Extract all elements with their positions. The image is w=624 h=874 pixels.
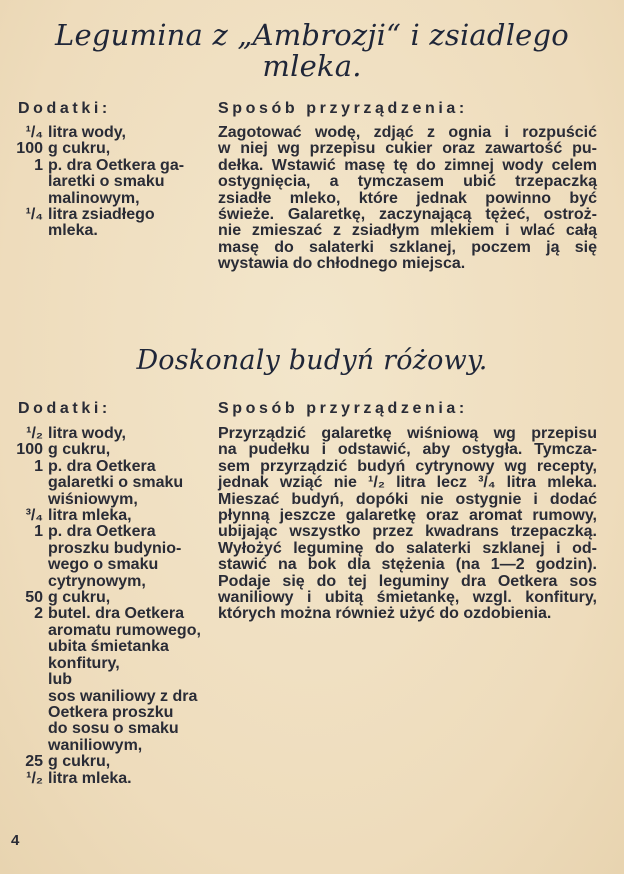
recipe-1-method-heading: Sposób przyrządzenia: (218, 100, 468, 117)
ingredient-quantity (6, 705, 48, 721)
method-line: stawić na bok dla stężenia (na 1—2 godzin). (218, 556, 597, 574)
ingredient-text: wiśniowym, (48, 490, 138, 508)
ingredient-row (6, 557, 216, 573)
ingredient-quantity (6, 689, 48, 705)
method-line: jednak wziąć nie ¹/₂ litra lecz ³/₄ litra mleka. (218, 474, 597, 492)
ingredient-quantity: ¹/₂ (26, 769, 43, 787)
ingredient-row (6, 174, 206, 190)
ingredient-row (6, 223, 206, 239)
ingredient-row (6, 191, 206, 207)
ingredient-row (6, 672, 216, 688)
ingredient-quantity (6, 672, 48, 688)
recipe-2-method (218, 426, 597, 623)
ingredient-row (6, 541, 216, 557)
method-line: Wyłożyć leguminę do salaterki szklanej i od- (218, 539, 597, 557)
ingredient-row (6, 639, 216, 655)
ingredient-quantity: 100 (16, 441, 43, 459)
method-line: waniliowy i ubitą śmietankę, wzgl. konfitury, (218, 589, 597, 607)
recipe-2-method-heading: Sposób przyrządzenia: (218, 400, 468, 417)
ingredient-text: litra mleka, (48, 507, 132, 525)
ingredient-row (6, 705, 216, 721)
ingredient-quantity: ¹/₄ (25, 124, 43, 141)
ingredient-text: litra mleka. (48, 769, 132, 787)
ingredient-text: sos waniliowy z dra (48, 687, 198, 705)
ingredient-quantity (6, 223, 48, 239)
ingredient-text: cytrynowym, (48, 572, 146, 590)
ingredient-quantity (6, 541, 48, 557)
ingredient-text: p. dra Oetkera (48, 457, 156, 475)
ingredient-quantity (6, 623, 48, 639)
ingredient-row (6, 771, 216, 787)
ingredient-row (6, 426, 216, 442)
ingredient-quantity (6, 738, 48, 754)
method-line: świeże. Galaretkę, zaczynającą tężeć, ostroż- (218, 206, 597, 224)
ingredient-text: lub (48, 671, 72, 689)
ingredient-text: p. dra Oetkera (48, 523, 156, 541)
ingredient-text: p. dra Oetkera ga- (48, 156, 185, 174)
method-line: Podaje się do tej leguminy dra Oetkera sos (218, 572, 597, 590)
method-line: których można również użyć do ozdobienia. (218, 605, 552, 623)
ingredient-row (6, 141, 206, 157)
method-line: Przyrządzić galaretkę wiśniową wg przepisu (218, 425, 597, 442)
ingredient-quantity: ³/₄ (25, 507, 43, 525)
ingredient-quantity (6, 639, 48, 655)
ingredient-text: aromatu rumowego, (48, 621, 201, 639)
ingredient-quantity: 50 (25, 589, 43, 607)
method-line: masę do salaterki szklanej, poczem ją się (218, 238, 597, 256)
ingredient-text: proszku budynio- (48, 539, 182, 557)
ingredient-row (6, 207, 206, 223)
ingredient-text: do sosu o smaku (48, 720, 179, 738)
method-line: płynną jeszcze galaretkę oraz aromat rumowy, (218, 507, 597, 525)
ingredient-row (6, 524, 216, 540)
recipe-1-title (0, 20, 624, 82)
ingredient-text: g cukru, (48, 753, 111, 771)
ingredient-text: galaretki o smaku (48, 474, 184, 492)
ingredient-row (6, 125, 206, 141)
ingredient-text: waniliowym, (48, 736, 143, 754)
recipe-1-ingredients (6, 125, 206, 240)
ingredient-row (6, 656, 216, 672)
method-line: Mieszać budyń, dopóki nie ostygnie i dodać (218, 490, 597, 508)
ingredient-row (6, 475, 216, 491)
method-line: nie zmieszać z zsiadłym mlekiem i wlać całą (218, 222, 597, 240)
recipe-1-title-line2: mleka. (262, 49, 362, 83)
ingredient-text: g cukru, (48, 140, 111, 158)
recipe-2-ingredients (6, 426, 216, 787)
ingredient-quantity: 1 (34, 457, 43, 475)
ingredient-row (6, 508, 216, 524)
ingredient-text: konfitury, (48, 654, 120, 672)
ingredient-quantity (6, 475, 48, 491)
ingredient-row (6, 158, 206, 174)
ingredient-quantity (6, 721, 48, 737)
ingredient-text: Oetkera proszku (48, 703, 174, 721)
ingredient-quantity: 1 (34, 523, 43, 541)
ingredient-quantity (6, 574, 48, 590)
ingredient-row (6, 492, 216, 508)
ingredient-row (6, 459, 216, 475)
ingredient-quantity: 1 (34, 156, 43, 174)
method-line: dełka. Wstawić masę tę do zimnej wody celem (218, 156, 597, 174)
ingredient-row (6, 721, 216, 737)
method-line: wystawia do chłodnego miejsca. (218, 255, 466, 273)
ingredient-row (6, 754, 216, 770)
ingredient-quantity: 25 (25, 753, 43, 771)
method-line: Zagotować wodę, zdjąć z ognia i rozpuścić (218, 124, 597, 141)
recipe-1-method (218, 125, 597, 273)
recipe-2-title: Doskonaly budyń różowy. (136, 345, 488, 376)
ingredient-text: butel. dra Oetkera (48, 605, 185, 623)
ingredient-quantity (6, 174, 48, 190)
ingredient-quantity: 100 (16, 140, 43, 158)
ingredient-row (6, 606, 216, 622)
ingredient-text: litra wody, (48, 425, 126, 442)
ingredient-quantity: 2 (34, 605, 43, 623)
ingredient-text: g cukru, (48, 589, 111, 607)
ingredient-text: wego o smaku (48, 556, 159, 574)
page-number: 4 (11, 832, 20, 849)
ingredient-row (6, 590, 216, 606)
method-line: na pudełku i odstawić, aby ostygła. Tymcza- (218, 441, 597, 459)
ingredient-row (6, 442, 216, 458)
ingredient-text: litra wody, (48, 124, 126, 141)
recipe-1-ingredients-heading: Dodatki: (18, 100, 111, 117)
method-line: zsiadłe mleko, które jednak powinno być (218, 189, 597, 207)
ingredient-text: ubita śmietanka (48, 638, 169, 656)
ingredient-row (6, 623, 216, 639)
ingredient-text: mleka. (48, 222, 98, 240)
ingredient-quantity: ¹/₂ (26, 425, 43, 442)
ingredient-text: laretki o smaku (48, 173, 165, 191)
ingredient-text: litra zsiadłego (48, 206, 155, 224)
recipe-1-title-line1: Legumina z „Ambrozji“ i zsiadlego (55, 18, 569, 52)
method-line: sem przyrządzić budyń cytrynowy wg recepty, (218, 457, 597, 475)
method-line: ubijając wszystko przez kwadrans trzepaczką. (218, 523, 597, 541)
recipe-2-ingredients-heading: Dodatki: (18, 400, 111, 417)
ingredient-row (6, 738, 216, 754)
ingredient-row (6, 689, 216, 705)
ingredient-quantity (6, 557, 48, 573)
method-line: ostygnięcia, a tymczasem ubić trzepaczką (218, 173, 597, 191)
ingredient-quantity (6, 656, 48, 672)
ingredient-row (6, 574, 216, 590)
ingredient-text: malinowym, (48, 189, 140, 207)
ingredient-quantity (6, 492, 48, 508)
ingredient-quantity: ¹/₄ (25, 206, 43, 224)
ingredient-text: g cukru, (48, 441, 111, 459)
method-line: w niej wg przepisu cukier oraz zawartość pu- (218, 140, 597, 158)
ingredient-quantity (6, 191, 48, 207)
